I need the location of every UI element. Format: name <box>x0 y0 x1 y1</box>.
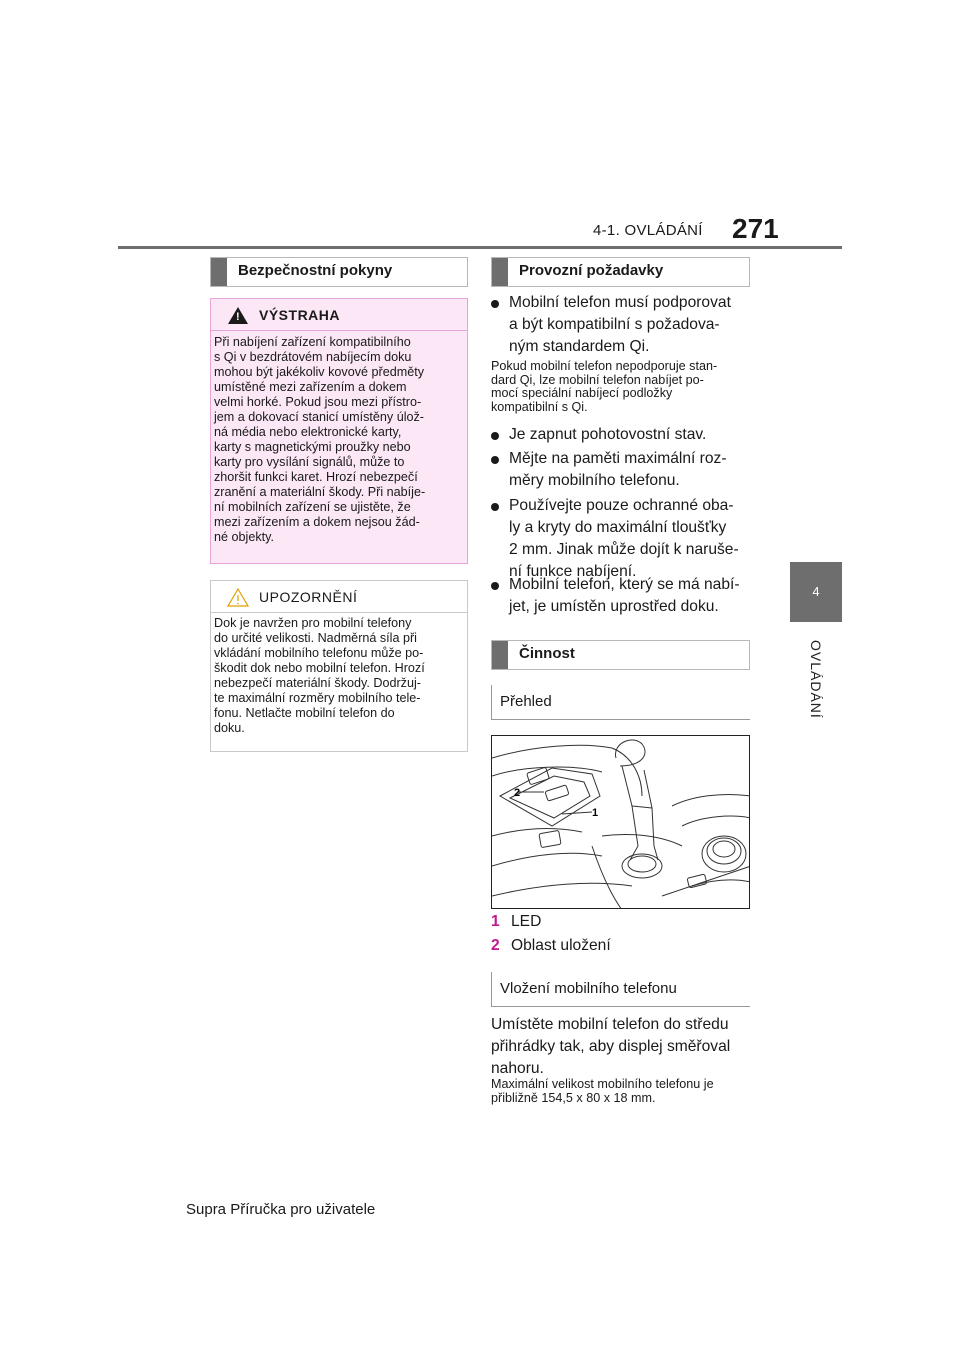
legend-text: LED <box>511 913 542 930</box>
caution-header <box>211 581 467 613</box>
caution-text: Dok je navržen pro mobilní telefony do určité velikosti. Nadměrná síla při vkládání mobilního telefonu může po- škodit dok nebo mobilní telefon. Hrozí nebezpečí materiální škody. Dodržuj- te maximální rozměry mobilního tele- fonu. Netlačte mobilní telefon do doku. <box>214 616 425 735</box>
chapter-tab-number: 4 <box>790 562 842 622</box>
bullet-dot-icon <box>491 432 499 440</box>
requirements-heading-text: Provozní požadavky <box>519 262 664 279</box>
warning-text: Při nabíjení zařízení kompatibilního s Qi v bezdrátovém nabíjecím doku mohou být jakékoliv kovové předměty umístěné mezi zařízením a dokem velmi horké. Pokud jsou mezi přístro- jem a dokovací stanicí umístěny úlož- ná média nebo elektronické karty, karty s magnetickými proužky nebo karty pro vysílání signálů, může to zhoršit funkci karet. Hrozí nebezpečí zranění a materiální škody. Při nabíje- ní mobilních zařízení se ujistěte, že mezi zařízením a dokem nejsou žád- né objekty. <box>214 335 426 544</box>
overview-subheading-text: Přehled <box>500 693 552 710</box>
warning-header: ! VÝSTRAHA <box>211 299 467 331</box>
insert-phone-instructions: Umístěte mobilní telefon do středu přihrádky tak, aby displej směřoval nahoru. <box>491 1016 731 1077</box>
requirements-heading <box>491 257 750 287</box>
bullet-item: Používejte pouze ochranné oba- ly a kryty do maximální tloušťky 2 mm. Jinak může dojít k naruše- ní funkce nabíjení. <box>491 495 753 583</box>
bullet-item: Mobilní telefon, který se má nabí- jet, je umístěn uprostřed doku. <box>491 574 753 618</box>
legend-item <box>491 913 541 931</box>
center-console-drawing <box>492 736 750 909</box>
legend-item <box>491 937 611 955</box>
phone-size-note: Maximální velikost mobilního telefonu je přibližně 154,5 x 80 x 18 mm. <box>491 1077 714 1105</box>
legend-number: 1 <box>491 913 500 930</box>
heading-bar <box>211 258 227 286</box>
chapter-tab-label <box>793 640 839 790</box>
heading-bar <box>492 258 508 286</box>
footer-manual-title: Supra Příručka pro uživatele <box>186 1201 376 1218</box>
caution-title: UPOZORNĚNÍ <box>259 589 358 605</box>
bullet-item: Mějte na paměti maximální roz- měry mobilního telefonu. <box>491 448 753 492</box>
note-text: Pokud mobilní telefon nepodporuje stan- dard Qi, lze mobilní telefon nabíjet po- mocí speciální nabíjecí podložky kompatibilní s Qi. <box>491 359 718 414</box>
chapter-tab-text: OVLÁDÁNÍ <box>808 640 824 719</box>
bullet-item: Je zapnut pohotovostní stav. <box>491 424 753 446</box>
bullet-dot-icon <box>491 456 499 464</box>
activity-heading-text: Činnost <box>519 645 575 662</box>
heading-bar <box>492 641 508 669</box>
activity-heading <box>491 640 750 670</box>
bullet-dot-icon <box>491 582 499 590</box>
legend-number: 2 <box>491 937 500 954</box>
insert-phone-subheading-text: Vložení mobilního telefonu <box>500 980 677 997</box>
charging-dock-illustration <box>491 735 750 909</box>
bullet-dot-icon <box>491 503 499 511</box>
figure-label-1: 1 <box>592 807 599 819</box>
header-divider <box>118 246 842 249</box>
section-title: 4-1. OVLÁDÁNÍ <box>593 222 703 239</box>
overview-subheading <box>491 685 750 720</box>
safety-heading-text: Bezpečnostní pokyny <box>238 262 393 279</box>
insert-phone-subheading <box>491 972 750 1007</box>
caution-triangle-icon <box>227 588 249 607</box>
caution-box <box>210 580 468 752</box>
page-number: 271 <box>732 213 779 244</box>
figure-label-2: 2 <box>514 787 521 799</box>
legend-text: Oblast uložení <box>511 937 611 954</box>
warning-box <box>210 298 468 564</box>
warning-title: VÝSTRAHA <box>259 307 341 323</box>
safety-heading <box>210 257 468 287</box>
bullet-item: Mobilní telefon musí podporovat a být kompatibilní s požadova- ným standardem Qi. <box>491 292 753 358</box>
bullet-dot-icon <box>491 300 499 308</box>
